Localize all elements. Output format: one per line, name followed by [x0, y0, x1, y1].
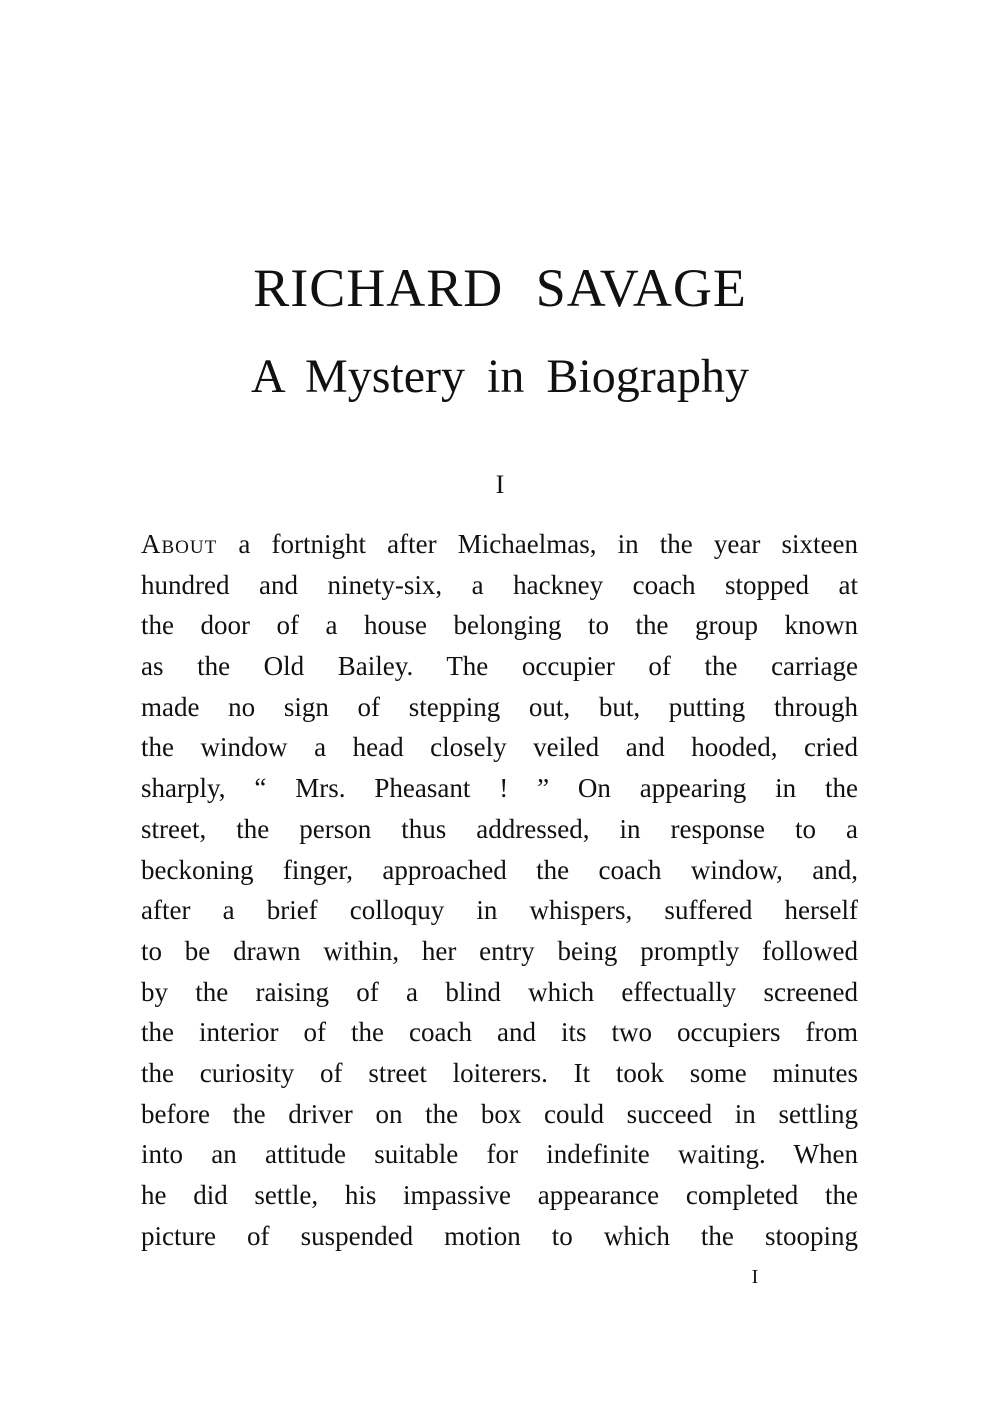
text-line — [141, 524, 858, 565]
text-line: before the driver on the box could succeed in settling — [141, 1098, 858, 1129]
text-line: to be drawn within, her entry being promptly followed — [141, 935, 858, 966]
page-number: I — [751, 1266, 759, 1288]
text-line: he did settle, his impassive appearance completed the — [141, 1180, 858, 1210]
body-text — [141, 524, 858, 1256]
chapter-subtitle: A Mystery in Biography — [251, 350, 749, 403]
text-line: the curiosity of street loiterers. It took some minutes — [141, 1057, 858, 1088]
text-line: the window a head closely veiled and hooded, cried — [141, 732, 858, 763]
text-line: picture of suspended motion to which the stooping — [141, 1220, 858, 1251]
text-line: sharply, “ Mrs. Pheasant ! ” On appearing in the — [141, 773, 858, 804]
text-line: into an attitude suitable for indefinite waiting. When — [141, 1139, 858, 1170]
text-line: the door of a house belonging to the group known — [141, 610, 858, 641]
text-line: street, the person thus addressed, in response to a — [141, 813, 858, 844]
text-line: made no sign of stepping out, but, putting through — [141, 691, 858, 722]
text-line: hundred and ninety-six, a hackney coach stopped at — [141, 569, 858, 600]
text-line-rest: a fortnight after Michaelmas, in the year sixteen — [217, 529, 858, 559]
text-line: after a brief colloquy in whispers, suffered herself — [141, 895, 858, 926]
text-line: as the Old Bailey. The occupier of the carriage — [141, 651, 858, 682]
opening-word: About — [141, 529, 218, 559]
section-number: I — [495, 470, 505, 499]
text-line: the interior of the coach and its two occupiers from — [141, 1017, 858, 1048]
chapter-title: RICHARD SAVAGE — [253, 258, 747, 318]
text-line: by the raising of a blind which effectually screened — [141, 976, 858, 1007]
text-line: beckoning finger, approached the coach window, and, — [141, 854, 858, 885]
